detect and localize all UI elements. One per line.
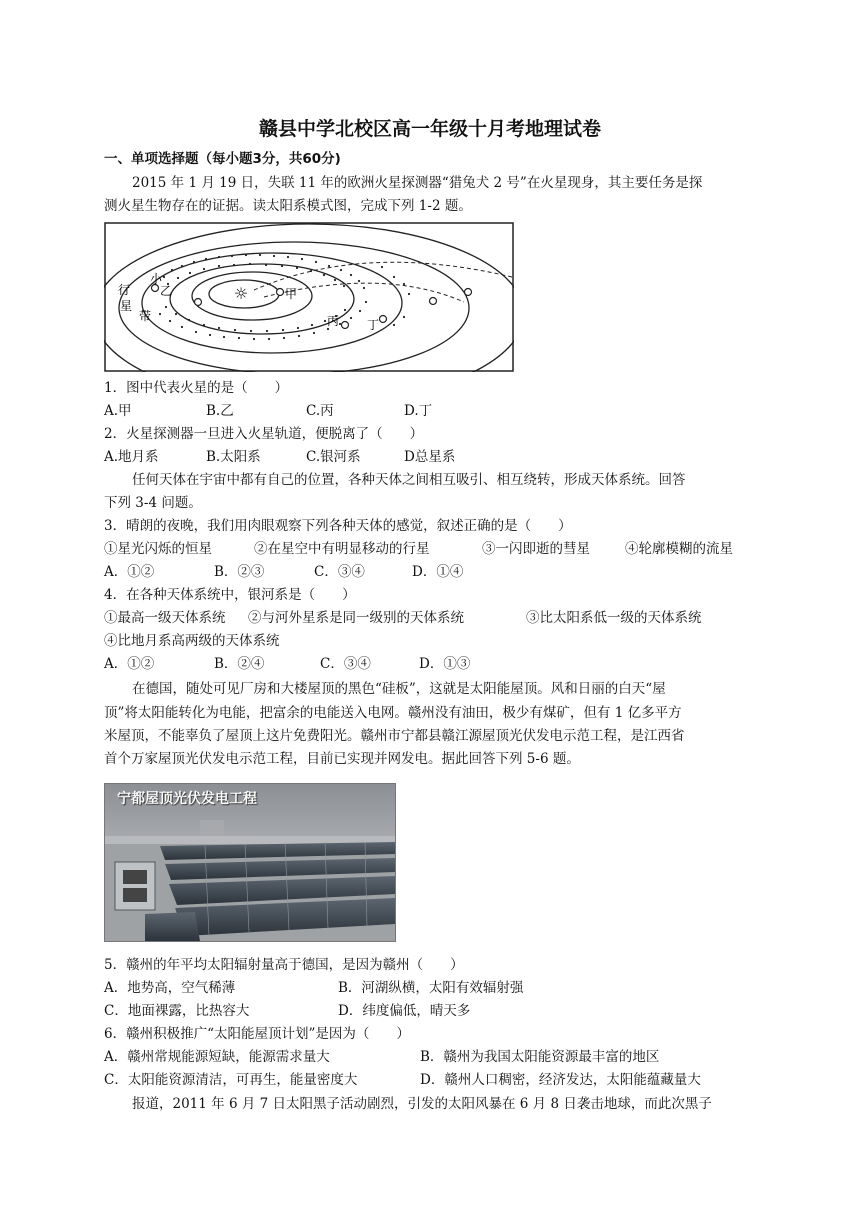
q6-option-d[interactable]: D．赣州人口稠密，经济发达，太阳能蕴藏量大 xyxy=(420,1072,701,1088)
intro3-line4: 首个万家屋顶光伏发电示范工程，目前已实现并网发电。据此回答下列 5-6 题。 xyxy=(104,751,580,767)
planet-outer-1 xyxy=(430,298,437,305)
label-xiao: 小 xyxy=(150,272,163,286)
q3-stem: 3．晴朗的夜晚，我们用肉眼观察下列各种天体的感觉，叙述正确的是（ ） xyxy=(104,518,572,534)
q5-option-d[interactable]: D．纬度偏低，晴天多 xyxy=(338,1003,471,1019)
planet-bing xyxy=(342,322,349,329)
q4-option-d[interactable]: D．①③ xyxy=(419,656,471,672)
photo-caption: 宁都屋顶光伏发电工程 xyxy=(117,791,257,807)
section-heading: 一、单项选择题（每小题3分，共60分) xyxy=(104,151,341,167)
exam-title: 赣县中学北校区高一年级十月考地理试卷 xyxy=(258,118,601,140)
q2-stem: 2．火星探测器一旦进入火星轨道，便脱离了（ ） xyxy=(104,426,424,442)
intro2-line2: 下列 3-4 问题。 xyxy=(104,495,202,511)
q2-option-b[interactable]: B.太阳系 xyxy=(206,449,261,465)
q6-option-a[interactable]: A．赣州常规能源短缺，能源需求量大 xyxy=(104,1049,330,1065)
q4-item-2: ②与河外星系是同一级别的天体系统 xyxy=(248,610,464,626)
q3-option-d[interactable]: D．①④ xyxy=(412,564,464,580)
planet-ding xyxy=(380,316,387,323)
q5-option-b[interactable]: B．河湖纵横，太阳有效辐射强 xyxy=(338,980,524,996)
label-dai: 带 xyxy=(139,309,152,323)
q3-option-a[interactable]: A．①② xyxy=(104,564,155,580)
q4-option-c[interactable]: C．③④ xyxy=(320,656,371,672)
q3-item-3: ③一闪即逝的彗星 xyxy=(482,541,590,557)
q3-option-c[interactable]: C．③④ xyxy=(314,564,365,580)
q6-option-c[interactable]: C．太阳能资源清洁，可再生，能量密度大 xyxy=(104,1072,358,1088)
planet-small xyxy=(195,299,202,306)
intro3-line2: 顶”将太阳能转化为电能，把富余的电能送入电网。赣州没有油田，极少有煤矿，但有 1 亿多平方 xyxy=(104,705,682,721)
q1-option-c[interactable]: C.丙 xyxy=(306,403,334,419)
q2-option-c[interactable]: C.银河系 xyxy=(306,449,361,465)
q1-option-d[interactable]: D.丁 xyxy=(404,403,433,419)
q1-option-a[interactable]: A.甲 xyxy=(104,403,132,419)
q2-option-a[interactable]: A.地月系 xyxy=(104,449,159,465)
q3-item-4: ④轮廓模糊的流星 xyxy=(625,541,733,557)
solar-system-diagram xyxy=(104,222,514,372)
label-yi: 乙 xyxy=(160,284,173,298)
label-ding: 丁 xyxy=(367,318,380,332)
q4-item-1: ①最高一级天体系统 xyxy=(104,610,226,626)
label-jia: 甲 xyxy=(285,287,298,301)
q3-option-b[interactable]: B．②③ xyxy=(214,564,265,580)
intro2-line1: 任何天体在宇宙中都有自己的位置，各种天体之间相互吸引、相互绕转，形成天体系统。回答 xyxy=(132,472,686,488)
q6-stem: 6．赣州积极推广“太阳能屋顶计划”是因为（ ） xyxy=(104,1026,410,1042)
q5-option-c[interactable]: C．地面裸露，比热容大 xyxy=(104,1003,250,1019)
intro3-line3: 米屋顶，不能辜负了屋顶上这片免费阳光。赣州市宁都县赣江源屋顶光伏发电示范工程，是江西省 xyxy=(104,728,685,744)
label-xing1: 行 xyxy=(118,283,131,297)
q3-item-1: ①星光闪烁的恒星 xyxy=(104,541,212,557)
label-xing2: 星 xyxy=(120,299,133,313)
q2-option-d[interactable]: D总星系 xyxy=(404,449,456,465)
intro1-line1: 2015 年 1 月 19 日，失联 11 年的欧洲火星探测器“猎兔犬 2 号”在火星现身，其主要任务是探 xyxy=(132,175,703,191)
q3-item-2: ②在星空中有明显移动的行星 xyxy=(254,541,430,557)
q4-item-3: ③比太阳系低一级的天体系统 xyxy=(526,610,702,626)
label-bing: 丙 xyxy=(327,314,340,328)
planet-jia xyxy=(277,289,284,296)
q1-option-b[interactable]: B.乙 xyxy=(206,403,234,419)
q4-option-b[interactable]: B．②④ xyxy=(214,656,265,672)
q4-option-a[interactable]: A．①② xyxy=(104,656,155,672)
solar-panel-photo xyxy=(104,783,396,942)
sun-symbol: ☼ xyxy=(233,284,249,303)
q1-stem: 1．图中代表火星的是（ ） xyxy=(104,380,289,396)
intro3-line1: 在德国，随处可见厂房和大楼屋顶的黑色“硅板”，这就是太阳能屋顶。风和日丽的白天“屋 xyxy=(132,681,666,697)
q4-item-4: ④比地月系高两级的天体系统 xyxy=(104,633,280,649)
q5-stem: 5．赣州的年平均太阳辐射量高于德国，是因为赣州（ ） xyxy=(104,957,464,973)
intro4-line1: 报道，2011 年 6 月 7 日太阳黑子活动剧烈，引发的太阳风暴在 6 月 8 日袭击地球，而此次黑子 xyxy=(132,1096,712,1112)
q4-stem: 4．在各种天体系统中，银河系是（ ） xyxy=(104,587,356,603)
planet-outer-2 xyxy=(465,289,472,296)
intro1-line2: 测火星生物存在的证据。读太阳系模式图，完成下列 1-2 题。 xyxy=(104,198,472,214)
q6-option-b[interactable]: B．赣州为我国太阳能资源最丰富的地区 xyxy=(420,1049,660,1065)
q5-option-a[interactable]: A．地势高，空气稀薄 xyxy=(104,980,236,996)
